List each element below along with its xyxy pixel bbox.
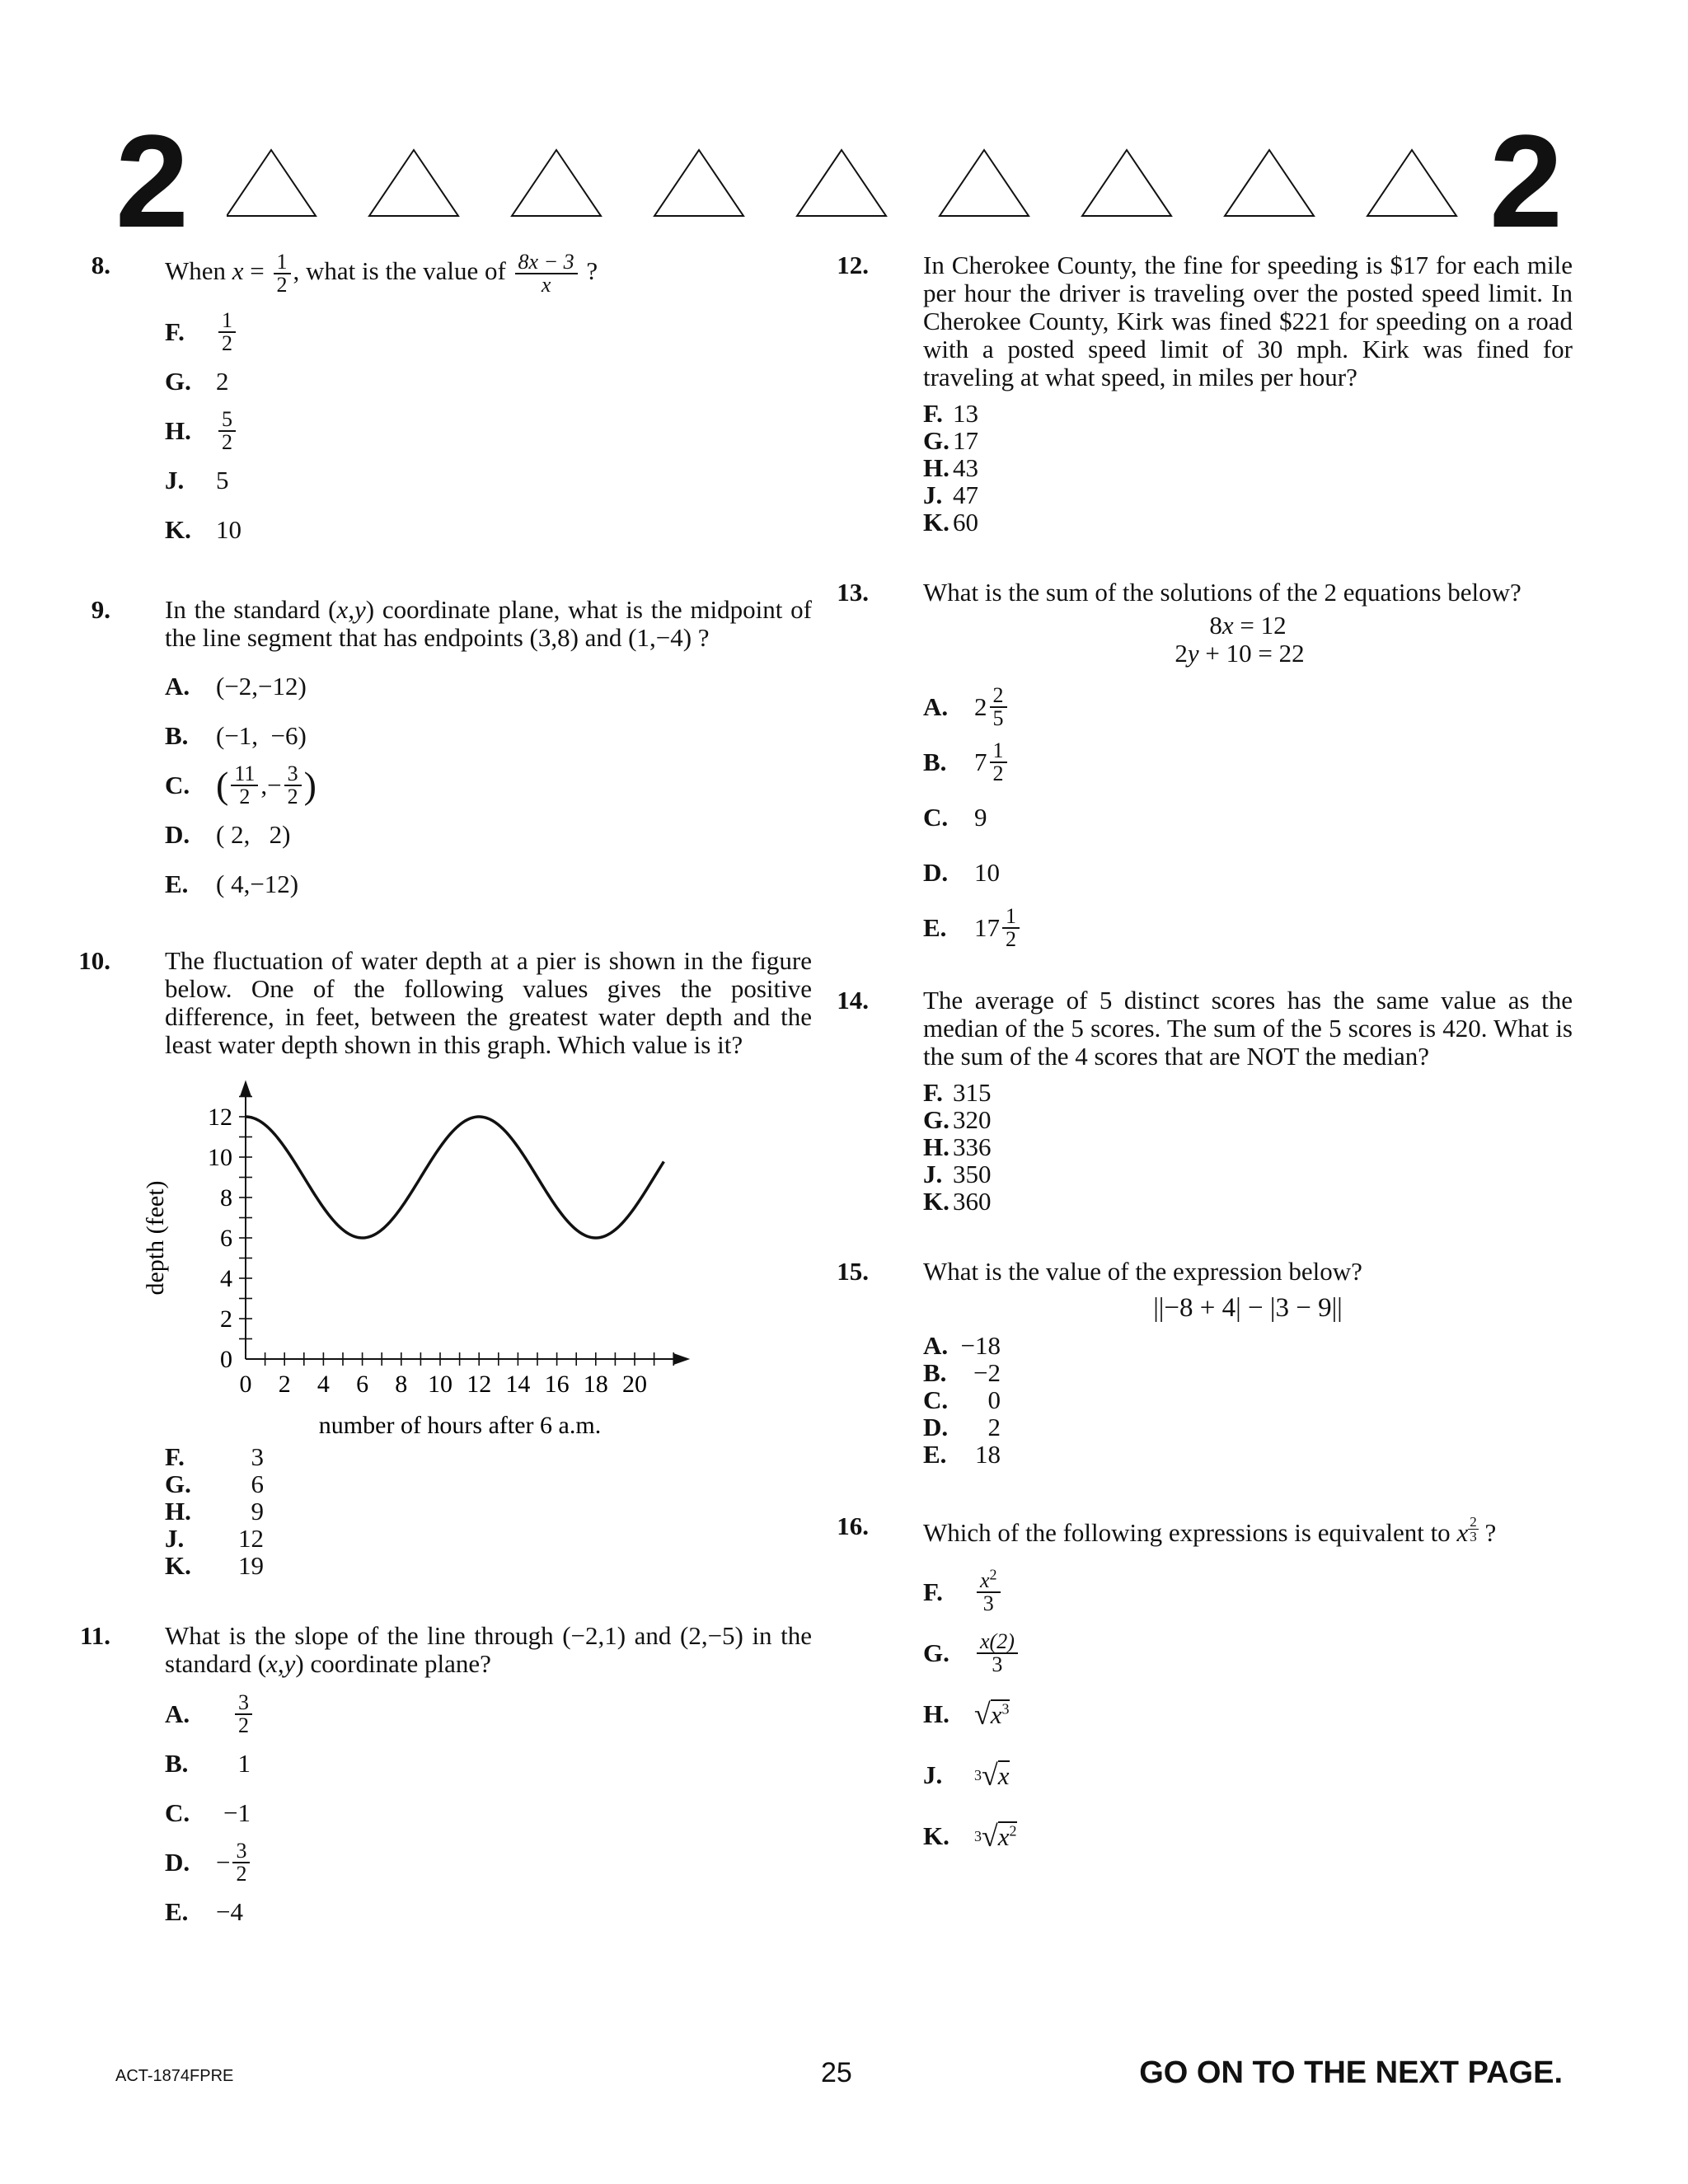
question-number: 10. [78, 946, 110, 975]
x-axis-arrow [673, 1353, 690, 1365]
numerator: 3 [232, 1840, 250, 1863]
choice-h[interactable] [923, 454, 1573, 481]
denominator: 3 [992, 1652, 1003, 1676]
radical-sign: √ [982, 1759, 998, 1792]
choice-a[interactable] [165, 662, 812, 711]
numerator: 5 [218, 409, 236, 432]
fraction [284, 763, 302, 808]
question-8 [91, 250, 812, 555]
stem-variable: x,y [336, 595, 366, 624]
section-number-left: 2 [115, 107, 189, 255]
whole-number: 2 [974, 691, 987, 721]
header-triangle [797, 150, 886, 216]
question-9 [91, 595, 812, 909]
question-10 [78, 946, 812, 1580]
exponent: 2 [1009, 1822, 1017, 1840]
denominator: 3 [1470, 1529, 1477, 1544]
choice-letter: E. [165, 869, 189, 898]
choice-letter: H. [923, 452, 950, 482]
choice-letter: D. [923, 857, 949, 887]
stem-variable: x [1456, 1518, 1469, 1547]
choice-letter: F. [923, 1077, 943, 1107]
separator: ,− [260, 771, 282, 799]
question-11 [79, 1621, 812, 1937]
choice-k[interactable] [923, 509, 1573, 536]
choice-value: 6 [251, 1469, 264, 1498]
x-tick-label: 6 [356, 1371, 369, 1398]
choice-letter: A. [923, 1330, 949, 1360]
choice-value: 13 [953, 398, 978, 428]
numerator [977, 1566, 1001, 1593]
choice-value: 43 [953, 452, 978, 482]
radical-sign: √ [974, 1698, 991, 1731]
choice-value: 315 [953, 1077, 992, 1107]
y-tick-label: 0 [220, 1346, 232, 1373]
choice-letter: A. [165, 1699, 190, 1728]
fraction [990, 682, 1007, 730]
choice-letter: D. [165, 1848, 190, 1877]
whole-number: 7 [974, 747, 987, 776]
question-number: 16. [837, 1511, 869, 1540]
choice-letter: B. [165, 721, 189, 750]
eq-text: + 10 = 22 [1198, 639, 1305, 668]
answer-choices [115, 662, 812, 909]
choice-g[interactable] [165, 1470, 812, 1497]
variable: x [997, 1761, 1010, 1790]
choice-letter: B. [923, 747, 947, 776]
denominator: 2 [1006, 926, 1016, 951]
numerator: 11 [231, 763, 258, 786]
denominator: 3 [982, 1591, 994, 1615]
question-stem: What is the value of the expression below? [923, 1257, 1362, 1286]
header-triangle [1225, 150, 1314, 216]
question-16 [837, 1511, 1573, 1867]
y-axis-label: depth (feet) [142, 1180, 169, 1296]
numerator: x(2) [977, 1631, 1018, 1654]
choice-value: −4 [216, 1897, 243, 1926]
choice-a[interactable] [165, 1690, 812, 1739]
choice-letter: J. [165, 466, 185, 494]
choice-value: ( 4,−12) [216, 869, 299, 898]
minus-sign: − [216, 1848, 231, 1877]
fraction [977, 1631, 1018, 1675]
choice-c[interactable] [923, 790, 1573, 845]
choice-letter: C. [165, 1798, 190, 1827]
stem-text: ) coordinate plane? [295, 1649, 491, 1678]
choice-value: 12 [238, 1523, 264, 1553]
choice-f[interactable] [923, 400, 1573, 427]
choice-value: 10 [974, 857, 1000, 887]
choice-e[interactable] [923, 1441, 1573, 1468]
answer-choices [874, 679, 1573, 955]
choice-letter: D. [923, 1412, 949, 1441]
choice-k[interactable] [923, 1188, 1573, 1215]
choice-f[interactable] [165, 1443, 812, 1470]
choice-e[interactable] [923, 900, 1573, 955]
choice-value: ( 2, 2) [216, 820, 291, 849]
choice-value: 0 [987, 1385, 1001, 1414]
choice-letter: J. [923, 480, 943, 509]
choice-letter: F. [923, 1577, 943, 1606]
answer-choices [115, 1443, 812, 1579]
depth-chart-svg [140, 1076, 734, 1438]
choice-h[interactable] [165, 1497, 812, 1525]
question-stem: What is the sum of the solutions of the 2 equations below? [923, 578, 1522, 607]
stem-text: = [243, 256, 271, 286]
choice-value: 350 [953, 1159, 992, 1188]
fraction [231, 763, 258, 808]
choice-f[interactable] [165, 307, 812, 357]
denominator: 2 [992, 761, 1004, 785]
expression-fraction [515, 251, 578, 296]
choice-k[interactable] [165, 1552, 812, 1579]
answer-choices [115, 1690, 812, 1937]
denominator: 2 [236, 1862, 247, 1886]
numerator: 3 [235, 1692, 252, 1715]
stem-variable: x [232, 256, 244, 286]
numerator: 1 [990, 740, 1007, 763]
radicand [998, 1760, 1010, 1790]
choice-value: (−1, −6) [216, 721, 307, 750]
question-stem: In Cherokee County, the fine for speeding is $17 for each mile per hour the driver is traveling over the posted speed limit. In Cherokee County, Kirk was fined $221 for speeding on a road with a posted speed limit of 30 mph. Kirk was fined for traveling at what speed, in miles per hour? [923, 251, 1573, 391]
choice-value: −2 [973, 1357, 1001, 1387]
denominator: 2 [287, 785, 298, 808]
y-tick-label: 2 [220, 1305, 232, 1333]
answer-choices [874, 1332, 1573, 1468]
choice-letter: E. [923, 912, 947, 942]
choice-e[interactable] [165, 1887, 812, 1937]
choice-h[interactable] [165, 406, 812, 456]
variable: x [980, 1568, 990, 1592]
choice-k[interactable] [165, 505, 812, 555]
fraction [232, 1840, 250, 1885]
radical-sign: √ [982, 1820, 998, 1853]
choice-letter: A. [923, 691, 949, 721]
choice-value: 2 [216, 367, 229, 396]
choice-h[interactable] [923, 1133, 1573, 1160]
question-stem [115, 251, 812, 296]
question-14 [837, 986, 1573, 1216]
choice-letter: B. [923, 1357, 947, 1387]
form-code: ACT-1874FPRE [115, 2067, 234, 2085]
choice-letter: F. [165, 317, 185, 346]
choice-value: 360 [953, 1186, 992, 1216]
choice-letter: E. [165, 1897, 189, 1926]
choice-letter: K. [165, 1550, 191, 1580]
choice-e[interactable] [165, 860, 812, 909]
choice-letter: G. [923, 1638, 950, 1667]
question-stem: The average of 5 distinct scores has the same value as the median of the 5 scores. The sum of the 5 scores is 420. What is the sum of the 4 scores that are NOT the median? [923, 986, 1573, 1071]
radicand [991, 1699, 1010, 1729]
choice-letter: J. [923, 1159, 943, 1188]
variable: x [990, 1700, 1002, 1729]
open-paren: ( [216, 764, 229, 806]
answer-choices [115, 307, 812, 555]
choice-letter: E. [923, 1439, 947, 1469]
choice-g[interactable] [923, 427, 1573, 454]
denominator: 2 [222, 331, 232, 355]
fraction [218, 310, 236, 354]
choice-letter: H. [165, 1496, 191, 1526]
numerator: 1 [274, 251, 291, 274]
x-tick-label: 18 [583, 1371, 608, 1398]
question-number: 13. [837, 578, 869, 607]
choice-value: 3 [251, 1441, 264, 1471]
expression: ||−8 + 4| − |3 − 9|| [1153, 1293, 1343, 1323]
choice-letter: B. [165, 1749, 189, 1778]
exponent: 2 [989, 1566, 997, 1583]
eq-variable: y [1187, 639, 1199, 668]
choice-value: 5 [216, 466, 229, 494]
stem-text: ? [1478, 1518, 1497, 1547]
depth-chart [140, 1076, 734, 1438]
choice-letter: J. [165, 1523, 185, 1553]
denominator: 2 [222, 430, 232, 454]
choice-c[interactable] [923, 1386, 1573, 1413]
answer-choices [874, 1079, 1573, 1215]
choice-j[interactable] [923, 1160, 1573, 1188]
header-triangle [1367, 150, 1456, 216]
question-13 [837, 578, 1573, 955]
numerator: 2 [990, 685, 1007, 708]
question-stem [115, 596, 812, 652]
choice-value: 9 [974, 802, 987, 832]
x-tick-label: 2 [278, 1371, 291, 1398]
right-column [837, 251, 1573, 1867]
stem-text: Which of the following expressions is equivalent to [923, 1518, 1457, 1547]
numerator: 8x − 3 [515, 251, 578, 274]
choice-h[interactable] [923, 1684, 1573, 1745]
choice-letter: F. [165, 1441, 185, 1471]
choice-letter: D. [165, 820, 190, 849]
equation-2 [874, 640, 1573, 668]
fraction [990, 740, 1007, 785]
y-tick-label: 8 [220, 1184, 232, 1212]
choice-value: 10 [216, 515, 241, 544]
stem-text: ) coordinate plane, what is the midpoint of the line segment that has endpoints (3,8) and (1,−4) ? [165, 595, 812, 652]
choice-g[interactable] [923, 1106, 1573, 1133]
question-number: 8. [91, 251, 110, 279]
next-page-notice: GO ON TO THE NEXT PAGE. [1139, 2055, 1563, 2090]
numerator: 1 [218, 310, 236, 333]
denominator: x [541, 273, 551, 297]
fraction [1002, 903, 1020, 951]
question-number: 14. [837, 986, 869, 1015]
choice-value: (−2,−12) [216, 672, 307, 701]
choice-letter: H. [923, 1132, 950, 1161]
choice-letter: H. [923, 1699, 950, 1728]
x-tick-label: 0 [239, 1371, 252, 1398]
choice-c[interactable] [165, 1788, 812, 1838]
choice-f[interactable] [923, 1562, 1573, 1623]
y-tick-label: 10 [208, 1144, 232, 1171]
choice-d[interactable] [165, 1838, 812, 1887]
stem-text: When [165, 256, 232, 286]
choice-letter: C. [923, 1385, 949, 1414]
numerator: 3 [284, 763, 302, 786]
choice-value: 9 [251, 1496, 264, 1526]
choice-value: 47 [953, 480, 978, 509]
choice-j[interactable] [165, 456, 812, 505]
question-number: 9. [91, 595, 110, 624]
choice-value: 17 [953, 425, 978, 455]
choice-letter: C. [165, 771, 190, 799]
y-tick-label: 6 [220, 1225, 232, 1252]
eq-variable: x [1221, 611, 1234, 640]
eq-text: 2 [1175, 639, 1188, 668]
header-triangle [369, 150, 458, 216]
choice-letter: K. [923, 1821, 950, 1850]
choice-d[interactable] [923, 845, 1573, 900]
denominator: 2 [238, 1713, 249, 1737]
x-tick-label: 4 [316, 1371, 330, 1398]
numerator: 2 [1470, 1514, 1477, 1530]
x-tick-label: 14 [505, 1371, 531, 1398]
choice-value: 2 [987, 1412, 1001, 1441]
choice-b[interactable] [923, 1359, 1573, 1386]
question-stem: The fluctuation of water depth at a pier is shown in the figure below. One of the following values gives the positive difference, in feet, between the greatest water depth and the least water depth shown in this graph. Which value is it? [165, 946, 812, 1059]
close-paren: ) [303, 764, 316, 806]
answer-choices [874, 1562, 1573, 1867]
equation-1 [874, 612, 1573, 640]
header-triangle [512, 150, 601, 216]
choice-j[interactable] [923, 481, 1573, 509]
x-axis-label: number of hours after 6 a.m. [318, 1412, 602, 1438]
question-stem [115, 1622, 812, 1678]
fraction [977, 1566, 1001, 1615]
choice-c[interactable] [165, 761, 812, 810]
denominator: 5 [992, 705, 1004, 730]
choice-letter: H. [165, 416, 191, 445]
choice-value: 320 [953, 1104, 992, 1134]
x-tick-label: 20 [622, 1371, 647, 1398]
question-12 [837, 251, 1573, 537]
eq-text: = 12 [1233, 611, 1287, 640]
header-triangle [227, 150, 316, 216]
y-axis-arrow [240, 1080, 251, 1097]
stem-text: ? [579, 256, 598, 286]
choice-b[interactable] [923, 734, 1573, 790]
choice-a[interactable] [923, 679, 1573, 734]
choice-value: 336 [953, 1132, 992, 1161]
choice-letter: J. [923, 1760, 943, 1789]
depth-curve [246, 1117, 663, 1238]
fraction [218, 409, 236, 453]
x-tick-label: 8 [395, 1371, 408, 1398]
choice-letter: F. [923, 398, 943, 428]
stem-variable: x,y [266, 1649, 296, 1678]
choice-f[interactable] [923, 1079, 1573, 1106]
exponent: 3 [1001, 1700, 1010, 1718]
numerator: 1 [1002, 906, 1020, 929]
choice-letter: K. [923, 1186, 950, 1216]
stem-text: , what is the value of [293, 256, 513, 286]
left-column [78, 250, 812, 1937]
y-tick-label: 4 [220, 1265, 232, 1292]
choice-value: 19 [238, 1550, 264, 1580]
choice-letter: G. [165, 367, 191, 396]
header-triangle [1082, 150, 1171, 216]
y-tick-label: 12 [208, 1104, 232, 1131]
question-number: 15. [837, 1257, 869, 1286]
choice-letter: C. [923, 802, 949, 832]
radicand [998, 1821, 1017, 1851]
choice-letter: K. [165, 515, 191, 544]
choice-letter: K. [923, 507, 950, 537]
question-stem [874, 1512, 1573, 1554]
fraction [235, 1692, 252, 1736]
x-tick-label: 12 [467, 1371, 492, 1398]
page-number: 25 [821, 2057, 852, 2088]
choice-value: −1 [223, 1798, 251, 1827]
answer-choices [874, 400, 1573, 536]
choice-b[interactable] [165, 1739, 812, 1788]
denominator: 2 [276, 273, 288, 297]
question-number: 12. [837, 251, 869, 279]
choice-value: 1 [237, 1749, 251, 1778]
choice-b[interactable] [165, 711, 812, 761]
header-triangle [654, 150, 743, 216]
choice-value: 18 [975, 1439, 1001, 1469]
x-tick-label: 16 [544, 1371, 570, 1398]
choice-value: 60 [953, 507, 978, 537]
exponent-fraction [1468, 1515, 1479, 1544]
section-number-right: 2 [1489, 107, 1563, 255]
choice-d[interactable] [165, 810, 812, 860]
choice-j[interactable]: J. 3 √ x [923, 1759, 1010, 1792]
choice-d[interactable] [923, 1413, 1573, 1441]
question-15 [837, 1257, 1573, 1469]
denominator: 2 [239, 785, 251, 808]
choice-a[interactable] [923, 1332, 1573, 1359]
choice-g[interactable] [923, 1623, 1573, 1684]
variable: x [997, 1822, 1010, 1851]
fraction [274, 251, 291, 296]
choice-value: −18 [960, 1330, 1001, 1360]
choice-letter: G. [923, 425, 950, 455]
whole-number: 17 [974, 912, 1000, 942]
choice-letter: G. [923, 1104, 950, 1134]
x-tick-label: 10 [428, 1371, 452, 1398]
choice-letter: G. [165, 1469, 191, 1498]
choice-g[interactable] [165, 357, 812, 406]
choice-letter: A. [165, 672, 190, 701]
choice-k[interactable]: K. 3 √ $x^2$ [923, 1820, 1017, 1853]
header-triangle [940, 150, 1029, 216]
eq-text: 8 [1209, 611, 1222, 640]
triangle-row [227, 147, 1578, 221]
stem-text: What is the slope of the line through (−2,1) and (2,−5) in the standard ( [165, 1621, 812, 1678]
stem-text: In the standard ( [165, 595, 337, 624]
question-number: 11. [79, 1621, 110, 1650]
choice-j[interactable] [165, 1525, 812, 1552]
